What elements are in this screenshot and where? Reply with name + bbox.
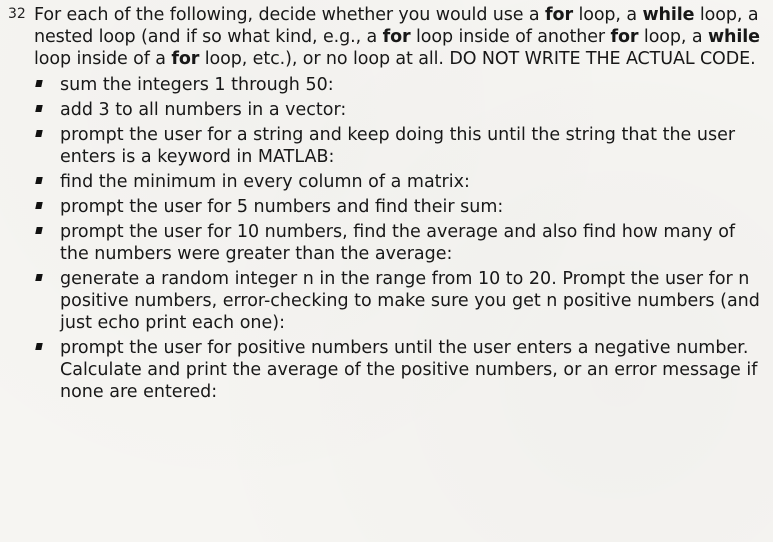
question-prompt <box>34 4 760 70</box>
bullet-icon <box>35 105 42 112</box>
prompt-keyword: while <box>642 5 695 25</box>
prompt-text: loop, a <box>638 27 708 47</box>
list-item-text: find the minimum in every column of a matrix: <box>60 172 470 192</box>
list-item-text: prompt the user for 5 numbers and find their sum: <box>60 197 504 217</box>
list-item-text: add 3 to all numbers in a vector: <box>60 100 347 120</box>
prompt-text: loop, etc.), or no loop at all. DO NOT WRITE THE ACTUAL CODE. <box>199 49 756 69</box>
bullet-icon <box>35 343 42 350</box>
list-item <box>34 337 760 403</box>
prompt-text: For each of the following, decide whether you would use a <box>34 5 546 25</box>
bullet-icon <box>35 274 42 281</box>
prompt-text: loop inside of another <box>410 27 611 47</box>
list-item <box>34 196 760 218</box>
bullet-icon <box>35 130 42 137</box>
bullet-icon <box>35 202 42 209</box>
list-item-text: generate a random integer n in the range from 10 to 20. Prompt the user for n positive numbers, error-checking to make sure you get n positive numbers (and just echo print each one): <box>60 269 760 333</box>
prompt-text: loop, a <box>572 5 643 25</box>
exercise-question <box>8 4 760 406</box>
prompt-keyword: for <box>545 5 573 25</box>
prompt-keyword: for <box>382 27 411 47</box>
list-item <box>34 268 760 334</box>
list-item <box>34 171 760 193</box>
list-item <box>34 124 760 168</box>
list-item-text: prompt the user for positive numbers until the user enters a negative number. Calculate and print the average of the positive numbers, or an error message if none are entered: <box>60 338 758 402</box>
question-items-list <box>34 74 760 403</box>
list-item-text: sum the integers 1 through 50: <box>60 75 334 95</box>
list-item-text: prompt the user for a string and keep doing this until the string that the user enters is a keyword in MATLAB: <box>60 125 736 167</box>
question-number: 32 <box>8 6 26 22</box>
prompt-keyword: for <box>171 49 200 69</box>
list-item <box>34 99 760 121</box>
bullet-icon <box>35 80 42 87</box>
list-item <box>34 221 760 265</box>
list-item-text: prompt the user for 10 numbers, find the average and also find how many of the numbers were greater than the average: <box>60 222 736 264</box>
bullet-icon <box>35 227 42 234</box>
list-item <box>34 74 760 96</box>
prompt-keyword: for <box>610 27 639 47</box>
prompt-text: loop, a nested loop (and if so what kind, e.g., a <box>34 5 759 47</box>
prompt-text: loop inside of a <box>34 49 172 69</box>
bullet-icon <box>35 177 42 184</box>
prompt-keyword: while <box>707 27 760 47</box>
